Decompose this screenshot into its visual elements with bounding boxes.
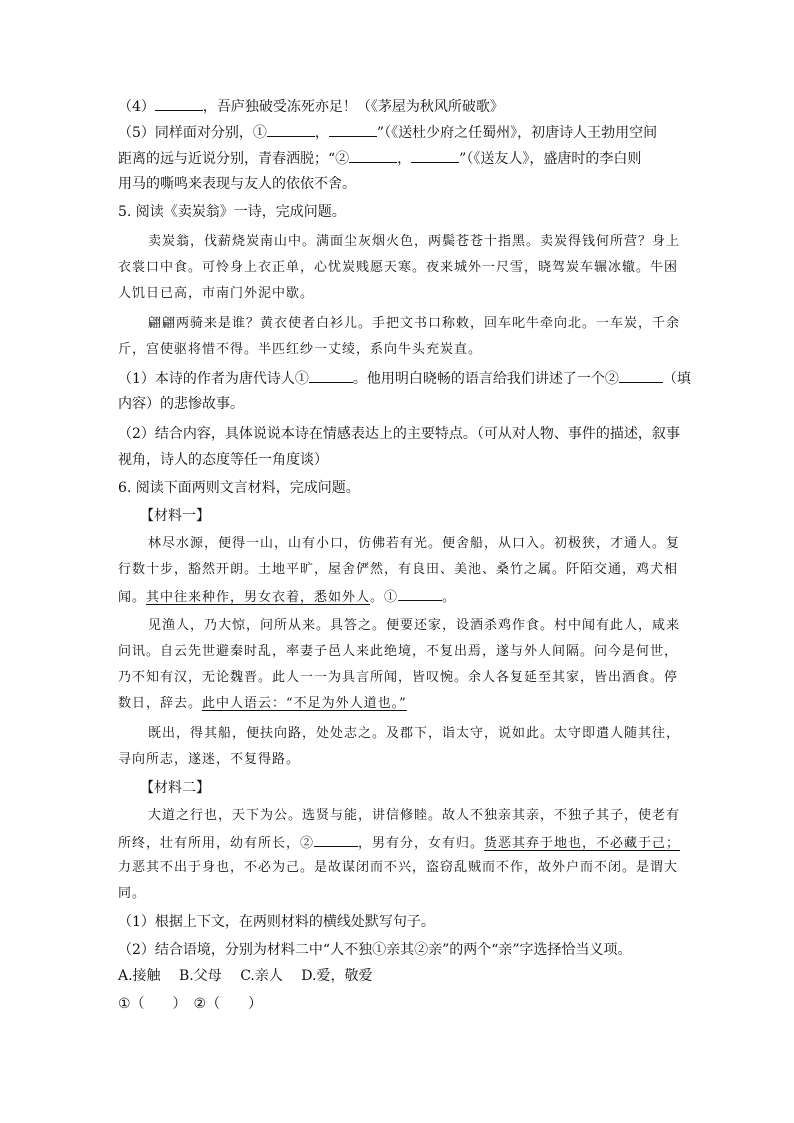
poem-line: 衣裳口中食。可怜身上衣正单，心忧炭贱愿天寒。夜来城外一尺雪，晓驾炭车辗冰辙。牛困 xyxy=(118,260,679,275)
answer-blank[interactable] xyxy=(349,148,397,163)
material-2-line: 大道之行也，天下为公。选贤与能，讲信修睦。故人不独亲其亲，不独子其子，使老有 xyxy=(148,808,681,823)
material-1-line: 寻向所志，遂迷，不复得路。 xyxy=(118,752,301,767)
material-2-heading: 【材料二】 xyxy=(140,780,210,796)
material-1-line: 林尽水源，便得一山，山有小口，仿佛若有光。便舍船，从口入。初极狭，才通人。复 xyxy=(148,536,681,551)
q5-line-1: （5）同样面对分别，① ， ”（《送杜少府之任蜀州》，初唐诗人王勃用空间 xyxy=(118,122,698,143)
answer-blank[interactable] xyxy=(619,368,663,383)
q5-line-3: 用马的嘶鸣来表现与友人的依依不舍。 xyxy=(118,176,356,192)
q5-sub1-line-2: 内容）的悲惨故事。 xyxy=(118,396,244,412)
q6-sub2: （2）结合语境，分别为材料二中“人不独①亲其②亲”的两个“亲”字选择恰当义项。 xyxy=(118,942,632,958)
q5-line-2: 距离的远与近说分别，青春洒脱；“② ， ”（《送友人》，盛唐时的李白则 xyxy=(118,148,698,169)
q6-options: A.接触 B.父母 C.亲人 D.爱，敬爱 xyxy=(118,968,373,984)
answer-blank[interactable] xyxy=(267,122,315,137)
material-2-line: 所终，壮有所用，幼有所长，② ，男有分，女有归。货恶其弃于地也，不必藏于己； xyxy=(118,832,698,854)
answer-blank[interactable] xyxy=(155,96,203,111)
q6-heading: 6. 阅读下面两则文言材料，完成问题。 xyxy=(118,480,360,496)
material-1-line: 既出，得其船，便扶向路，处处志之。及郡下，诣太守，说如此。太守即遣人随其往， xyxy=(148,726,681,741)
q4-line: （4） ，吾庐独破受冻死亦足！（《茅屋为秋风所破歌》 xyxy=(118,96,698,117)
q5-heading: 5. 阅读《卖炭翁》一诗，完成问题。 xyxy=(118,204,346,220)
q6-answer-slots[interactable]: ①（ ） ②（ ） xyxy=(118,996,263,1012)
material-1-line: 乃不知有汉，无论魏晋。此人一一为具言所闻，皆叹惋。余人各复延至其家，皆出酒食。停 xyxy=(118,670,679,685)
material-1-line: 数日，辞去。此中人语云：“不足为外人道也。” xyxy=(118,696,407,711)
material-2-line: 同。 xyxy=(118,886,147,901)
answer-blank[interactable] xyxy=(329,122,377,137)
underlined-sentence: 此中人语云：“不足为外人道也。” xyxy=(202,696,407,711)
q5-sub2-line-2: 视角，诗人的态度等任一角度谈） xyxy=(118,452,328,468)
underlined-sentence: 其中往来种作，男女衣着，悉如外人 xyxy=(146,590,371,605)
poem-line: 人饥日已高，市南门外泥中歇。 xyxy=(118,286,315,301)
material-1-line: 见渔人，乃大惊，问所从来。具答之。便要还家，设酒杀鸡作食。村中闻有此人，咸来 xyxy=(148,618,681,633)
q5-sub2-line-1: （2）结合内容，具体说说本诗在情感表达上的主要特点。（可从对人物、事件的描述，叙事 xyxy=(118,426,680,442)
answer-blank[interactable] xyxy=(314,832,358,847)
answer-blank[interactable] xyxy=(309,368,353,383)
poem-line: 翩翩两骑来是谁？黄衣使者白衫儿。手把文书口称敕，回车叱牛牵向北。一车炭，千余 xyxy=(148,316,681,331)
q5-sub1-line-1: （1）本诗的作者为唐代诗人① 。他用明白晓畅的语言给我们讲述了一个② （填 xyxy=(118,368,698,389)
material-1-line: 问讯。自云先世避秦时乱，率妻子邑人来此绝境，不复出焉，遂与外人间隔。问今是何世， xyxy=(118,644,679,659)
underlined-sentence: 货恶其弃于地也，不必藏于己； xyxy=(484,836,681,851)
poem-line: 斤，宫使驱将惜不得。半匹红纱一丈绫，系向牛头充炭直。 xyxy=(118,342,483,357)
poem-line: 卖炭翁，伐薪烧炭南山中。满面尘灰烟火色，两鬓苍苍十指黑。卖炭得钱何所营？身上 xyxy=(148,234,681,249)
material-2-line: 力恶其不出于身也，不必为己。是故谋闭而不兴，盗窃乱贼而不作，故外户而不闭。是谓大 xyxy=(118,860,679,875)
q6-sub1: （1）根据上下文，在两则材料的横线处默写句子。 xyxy=(118,914,435,930)
material-1-line: 行数十步，豁然开朗。土地平旷，屋舍俨然，有良田、美池、桑竹之属。阡陌交通，鸡犬相 xyxy=(118,562,679,577)
material-1-line: 闻。其中往来种作，男女衣着，悉如外人。① 。 xyxy=(118,586,698,608)
material-1-heading: 【材料一】 xyxy=(140,508,210,524)
answer-blank[interactable] xyxy=(411,148,459,163)
answer-blank[interactable] xyxy=(398,586,442,601)
